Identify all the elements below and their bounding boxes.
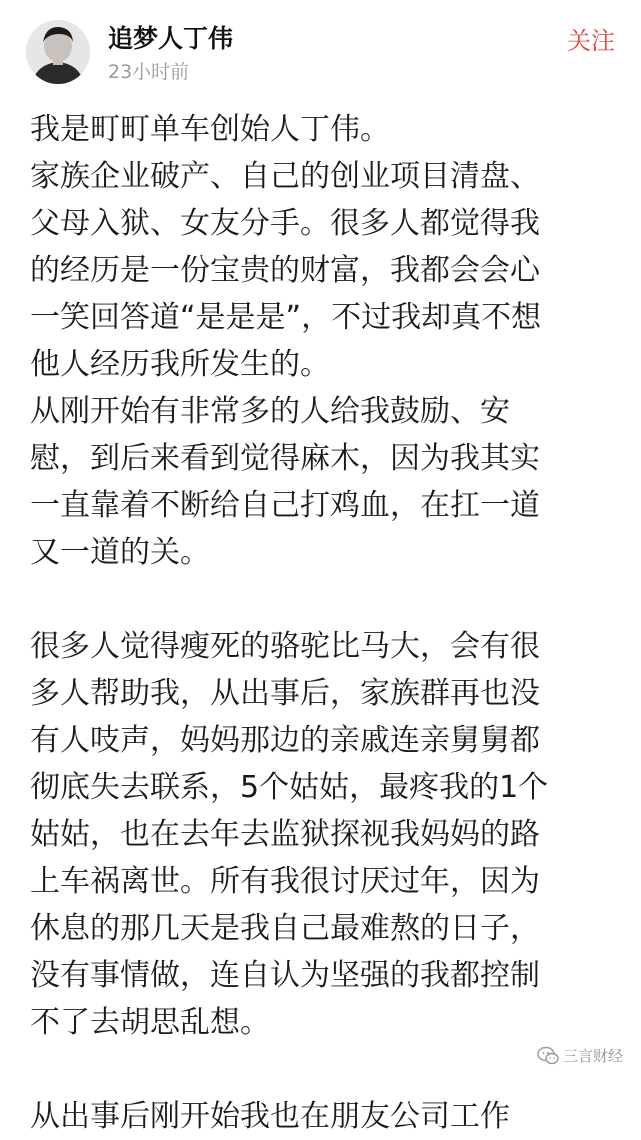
- post-line: 有人吱声，妈妈那边的亲戚连亲舅舅都: [30, 723, 540, 758]
- post-line: 家族企业破产、自己的创业项目清盘、: [30, 159, 540, 194]
- post-blank-line: [30, 1046, 618, 1093]
- post-time: 23小时前: [108, 61, 190, 83]
- watermark-text: 三言财经: [562, 1047, 623, 1065]
- post-line: 父母入狱、女友分手。很多人都觉得我: [30, 206, 540, 241]
- post-line: 不了去胡思乱想。: [30, 1005, 270, 1040]
- username[interactable]: 追梦人丁伟: [108, 24, 234, 53]
- post-body: [30, 106, 618, 1140]
- post-line: 他人经历我所发生的。: [30, 347, 330, 382]
- post-line: 又一道的关。: [30, 535, 210, 570]
- wechat-icon: [537, 1046, 559, 1066]
- post-line: 彻底失去联系，5个姑姑，最疼我的1个: [30, 770, 549, 805]
- post-blank-line: [30, 576, 618, 623]
- post-line: 一笑回答道“是是是”，不过我却真不想: [30, 300, 542, 335]
- watermark: [537, 1046, 623, 1066]
- post-line: 我是町町单车创始人丁伟。: [30, 112, 390, 147]
- post-line: 很多人觉得瘦死的骆驼比马大，会有很: [30, 629, 540, 664]
- avatar[interactable]: [26, 20, 90, 84]
- post-line: 没有事情做，连自认为坚强的我都控制: [30, 958, 540, 993]
- post-line: 慰，到后来看到觉得麻木，因为我其实: [30, 441, 540, 476]
- post-line: 上车祸离世。所有我很讨厌过年，因为: [30, 864, 540, 899]
- post-line: 的经历是一份宝贵的财富，我都会会心: [30, 253, 540, 288]
- post-line: 从出事后刚开始我也在朋友公司工作: [30, 1099, 510, 1134]
- avatar-image: [26, 20, 90, 84]
- post-line: 一直靠着不断给自己打鸡血，在扛一道: [30, 488, 540, 523]
- post-line: 多人帮助我，从出事后，家族群再也没: [30, 676, 540, 711]
- post-line: 休息的那几天是我自己最难熬的日子，: [30, 911, 540, 946]
- follow-button[interactable]: 关注: [567, 27, 615, 55]
- post-line: 从刚开始有非常多的人给我鼓励、安: [30, 394, 510, 429]
- post-header: [0, 0, 641, 100]
- post-line: 姑姑，也在去年去监狱探视我妈妈的路: [30, 817, 540, 852]
